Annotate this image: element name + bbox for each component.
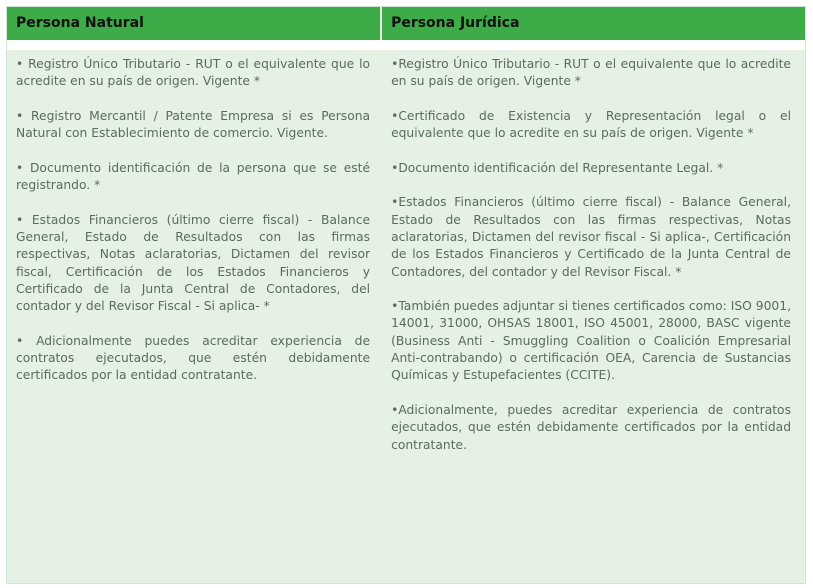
header-persona-natural: Persona Natural — [7, 7, 380, 40]
juridica-item-certificado-existencia: •Certificado de Existencia y Representación legal o el equivalente que lo acredite en su país de origen. Vigente * — [391, 108, 791, 141]
header-separator — [7, 40, 805, 50]
juridica-item-estados-financieros: •Estados Financieros (último cierre fiscal) - Balance General, Estado de Resultados con las firmas respectivas, Notas aclaratorias, Dictamen del revisor fiscal - Si aplica-, Certificación de los Estados Financieros y Certificado de la Junta Central de Contadores, del contador y del Revisor Fiscal. * — [391, 195, 791, 279]
natural-item-experiencia: • Adicionalmente puedes acreditar experiencia de contratos ejecutados, que estén debidamente certificados por la entidad contratante. — [16, 333, 371, 383]
table-header-row — [7, 7, 805, 40]
juridica-item-certificados-iso: •También puedes adjuntar si tienes certificados como: ISO 9001, 14001, 31000, OHSAS 18001, ISO 45001, 28000, BASC vigente (Business Anti - Smuggling Coalition o Coalición Empresarial Anti-contrabando) o certificación OEA, Carencia de Sustancias Químicas y Estupefacientes (CCITE). — [391, 299, 791, 383]
natural-item-rut: • Registro Único Tributario - RUT o el equivalente que lo acredite en su país de origen. Vigente * — [16, 57, 371, 89]
natural-item-registro-mercantil: • Registro Mercantil / Patente Empresa si es Persona Natural con Establecimiento de comercio. Vigente. — [16, 108, 371, 141]
natural-requirements-cell — [7, 50, 380, 583]
juridica-item-experiencia: •Adicionalmente, puedes acreditar experiencia de contratos ejecutados, que estén debidamente certificados por la entidad contratante. — [391, 402, 791, 452]
requirements-table — [6, 6, 806, 584]
natural-item-estados-financieros: • Estados Financieros (último cierre fiscal) - Balance General, Estado de Resultados con las firmas respectivas, Notas aclaratorias, Dictamen del revisor fiscal, Certificación de los Estados Financieros y Certificado de la Junta Central de Contadores, del contador y del Revisor Fiscal - Si aplica- * — [16, 212, 371, 314]
juridica-item-documento-representante: •Documento identificación del Representante Legal. * — [391, 160, 724, 175]
juridica-item-rut: •Registro Único Tributario - RUT o el equivalente que lo acredite en su país de origen. Vigente * — [391, 57, 791, 89]
header-persona-juridica: Persona Jurídica — [382, 7, 805, 40]
natural-item-documento-identificacion: • Documento identificación de la persona que se esté registrando. * — [16, 160, 371, 193]
juridica-requirements-cell — [382, 50, 805, 583]
table-body-row — [7, 50, 805, 583]
